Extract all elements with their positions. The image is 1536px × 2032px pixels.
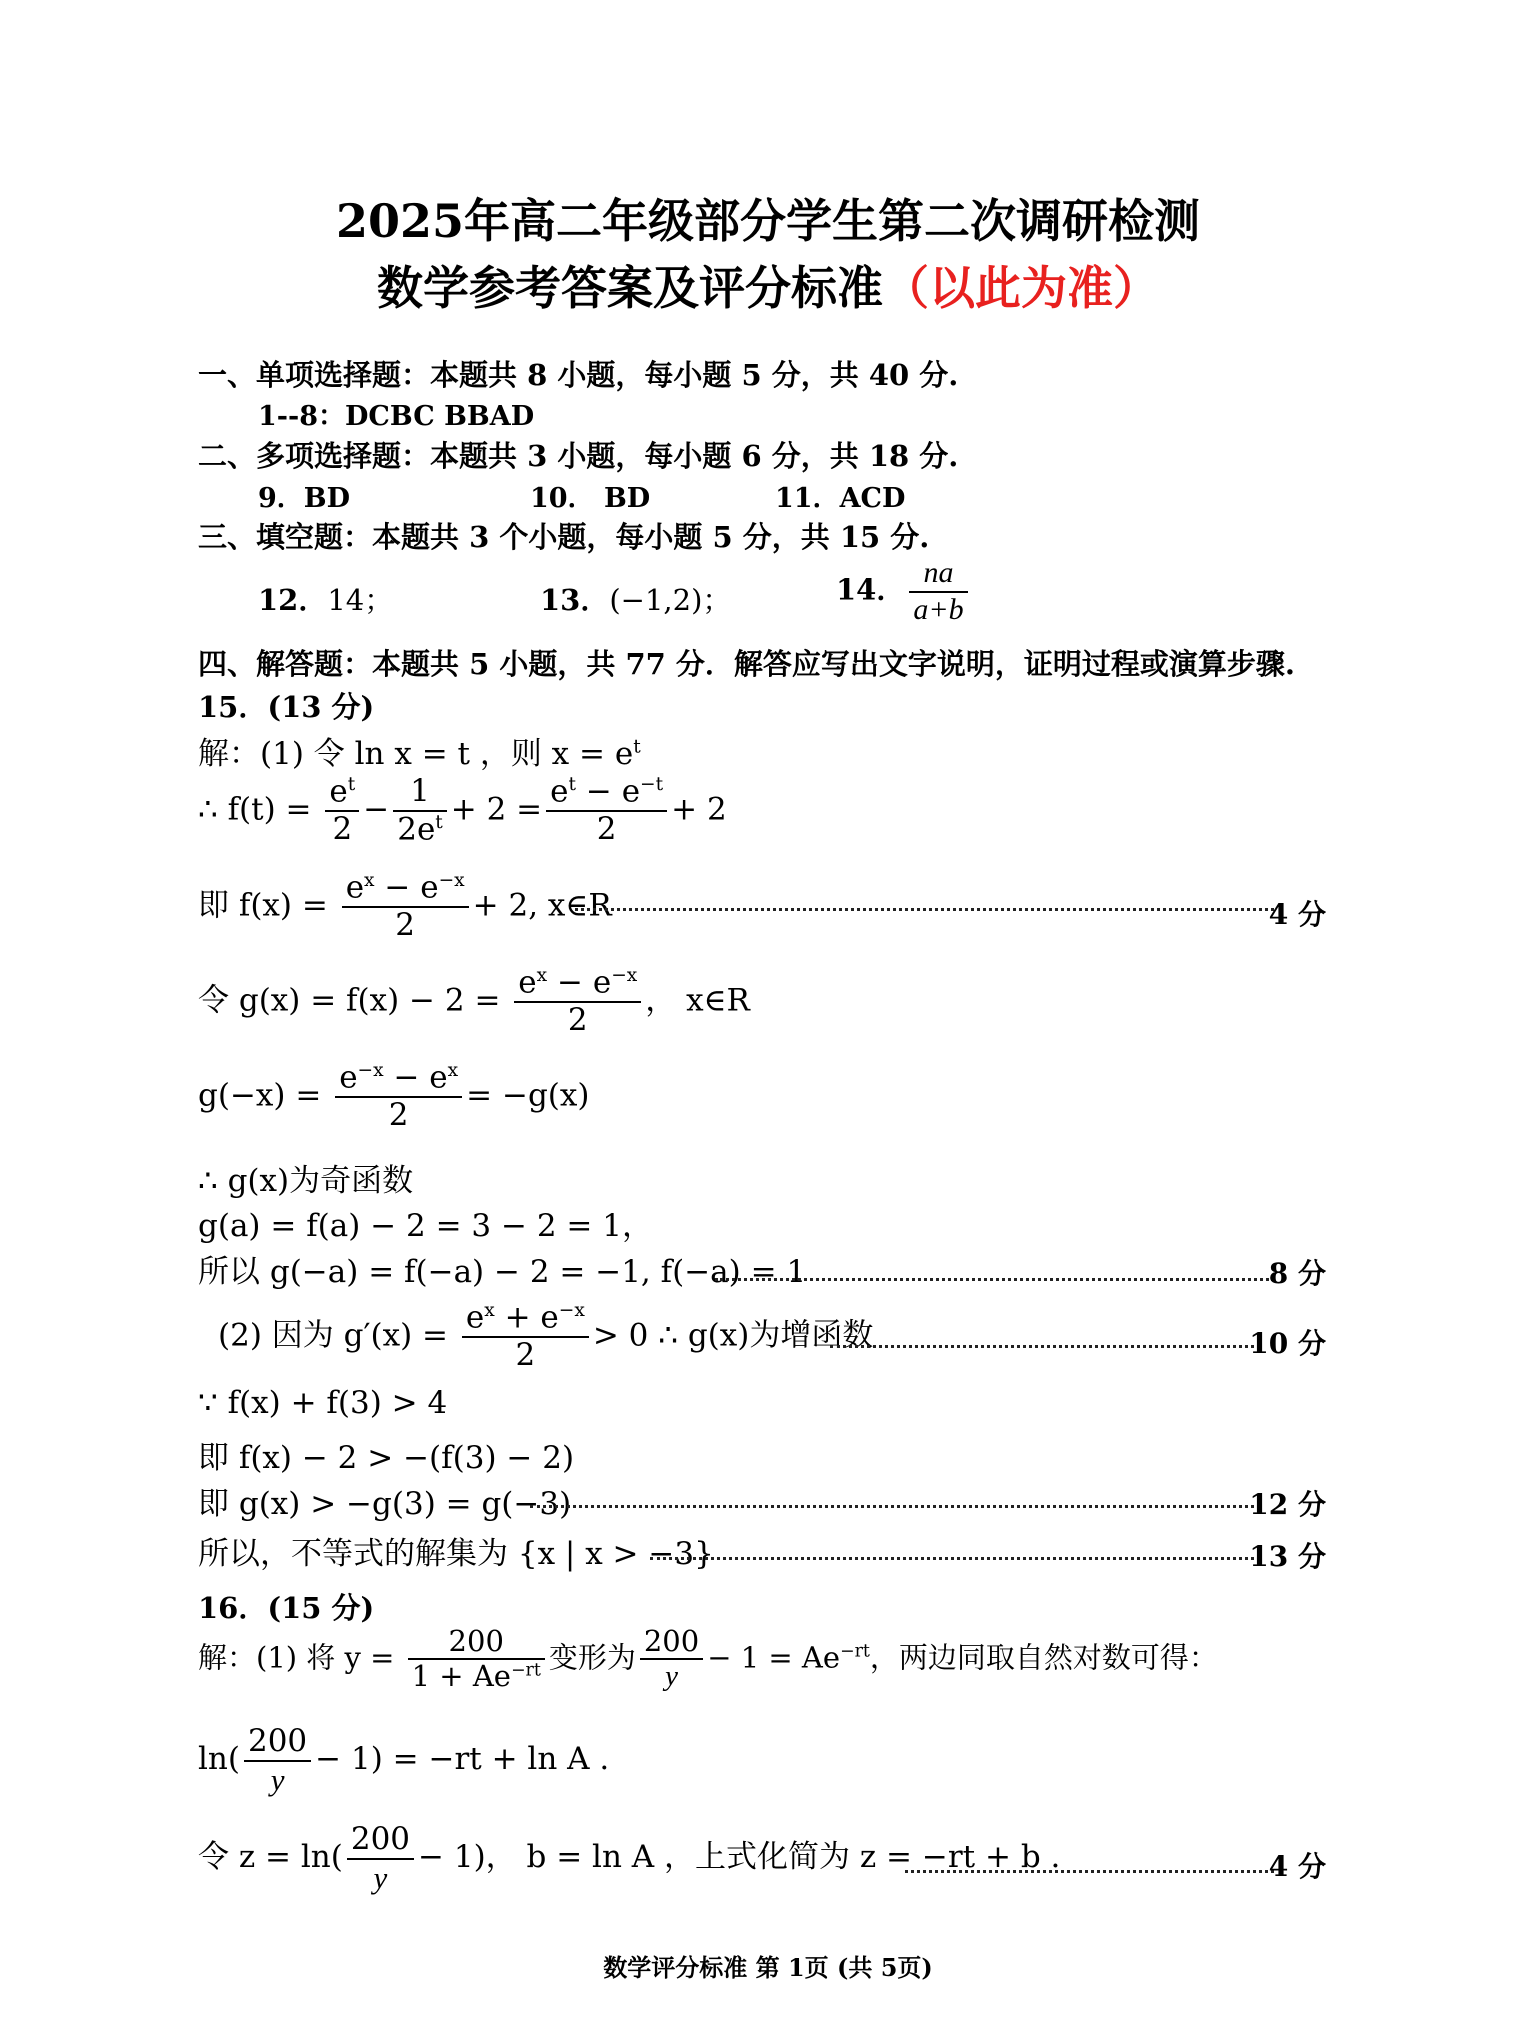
q15-step13: 所以，不等式的解集为 {x | x > −3}	[198, 1536, 714, 1572]
q15-step9: (2) 因为 g′(x) = $\frac{e^x + e^{-x}}{2}$ > 0 ∴ g(x)为增函数	[218, 1299, 874, 1373]
part4-heading: 四、解答题：本题共 5 小题，共 77 分．解答应写出文字说明，证明过程或演算步骤.	[198, 647, 1296, 681]
part3-heading: 三、填空题：本题共 3 个小题，每小题 5 分，共 15 分.	[198, 520, 930, 554]
q14-answer	[836, 556, 972, 627]
dot-leader	[650, 1557, 1254, 1560]
q16-step1: 解：(1) 将 y = $\frac{200}{1 + Ae^{-rt}}$ 变形为 $\frac{200}{y}$ − $1 = Ae^{-rt}$，两边同取自然对数可得：	[198, 1624, 1218, 1694]
q16-step1-mid: 变形为	[548, 1640, 636, 1675]
q15-step2-prefix: ∴ f(t) =	[198, 791, 312, 828]
q11-answer: 11．ACD	[775, 483, 906, 514]
q10-answer: 10． BD	[530, 483, 651, 514]
q14-label: 14．	[836, 572, 906, 607]
q15-step5-suffix: = −g(x)	[466, 1077, 590, 1114]
q15-step7: g(a) = f(a) − 2 = 3 − 2 = 1，	[198, 1208, 653, 1244]
q14-numerator: na	[909, 556, 967, 593]
dot-leader	[830, 1345, 1254, 1348]
q16-step2: ln( $\frac{200}{y}$ − 1) = −rt + ln A .	[198, 1723, 610, 1797]
q15-step1-text: 解：(1) 令 ln x = t ，则 x = e	[198, 736, 634, 772]
q15-step10: ∵ f(x) + f(3) > 4	[198, 1385, 448, 1421]
q15-step3-suffix: + 2, x∈R	[472, 887, 612, 924]
q16-step1-suffix: ，两边同取自然对数可得：	[869, 1640, 1218, 1675]
page-title-line1: 2025年高二年级部分学生第二次调研检测	[335, 194, 1201, 248]
q16-step2-text: = −rt + ln A .	[392, 1741, 610, 1778]
q16-step3-suffix: − 1)， b = ln A ，上式化简为 z = −rt + b .	[418, 1839, 1061, 1876]
title-note: （以此为准）	[883, 261, 1159, 315]
q15-title: 15．(13 分)	[198, 690, 375, 724]
dot-leader	[575, 908, 1274, 911]
q15-step9-prefix: (2) 因为 g′(x) =	[218, 1317, 449, 1354]
q15-score-4: 12 分	[1249, 1488, 1326, 1521]
q15-step4: 令 g(x) = f(x) − 2 = $\frac{e^x - e^{-x}}{2}$ ， x∈R	[198, 964, 750, 1038]
q15-step4-prefix: 令 g(x) = f(x) − 2 =	[198, 982, 501, 1019]
q15-step6: ∴ g(x)为奇函数	[198, 1163, 414, 1199]
part1-answers: 1--8：DCBC BBAD	[258, 401, 535, 432]
q16-step3: 令 z = ln( $\frac{200}{y}$ − 1)， b = ln A ，上式化简为 z = −rt + b .	[198, 1821, 1061, 1895]
q16-step1-prefix: 解：(1) 将 y =	[198, 1640, 395, 1675]
page-footer: 数学评分标准 第 1页 (共 5页)	[603, 1953, 933, 1982]
q12-value: 14；	[327, 583, 394, 617]
q12-label: 12．	[258, 583, 328, 617]
q15-score-2: 8 分	[1268, 1257, 1326, 1290]
q9-answer: 9．BD	[258, 483, 351, 514]
q16-step1-sup: −rt	[840, 1641, 870, 1662]
q15-score-1: 4 分	[1268, 898, 1326, 931]
q15-step5: g(−x) = $\frac{e^{-x} - e^x}{2}$ = −g(x)	[198, 1059, 590, 1133]
page-title-line2	[0, 252, 1536, 318]
q16-score-1: 4 分	[1268, 1850, 1326, 1883]
q16-title: 16．(15 分)	[198, 1591, 375, 1625]
q16-step1-after: − 1 = Ae	[707, 1640, 840, 1675]
q15-step3-prefix: 即 f(x) =	[198, 887, 328, 924]
q15-step12: 即 g(x) > −g(3) = g(−3)	[198, 1486, 572, 1522]
q13-label: 13．	[540, 583, 610, 617]
q13-answer	[540, 578, 731, 619]
title-main: 数学参考答案及评分标准	[377, 261, 883, 315]
q15-score-5: 13 分	[1249, 1540, 1326, 1573]
q15-score-3: 10 分	[1249, 1327, 1326, 1360]
q15-step11: 即 f(x) − 2 > −(f(3) − 2)	[198, 1440, 575, 1476]
dot-leader	[715, 1278, 1274, 1281]
dot-leader	[905, 1870, 1274, 1873]
q15-step8: 所以 g(−a) = f(−a) − 2 = −1, f(−a) = 1	[198, 1254, 807, 1290]
q13-value: (−1,2)；	[609, 583, 732, 617]
q16-step3-prefix: 令 z = ln(	[198, 1839, 343, 1876]
q15-step4-suffix: ， x∈R	[645, 982, 750, 1019]
q15-step3: 即 f(x) = $\frac{e^x - e^{-x}}{2}$ + 2, x∈R	[198, 869, 612, 943]
dot-leader	[530, 1505, 1254, 1508]
q12-answer	[258, 578, 393, 619]
q15-step5-prefix: g(−x) =	[198, 1077, 322, 1114]
q14-denominator: a+b	[913, 592, 964, 626]
part1-heading: 一、单项选择题：本题共 8 小题，每小题 5 分，共 40 分.	[198, 358, 959, 392]
q15-step1-sup: t	[633, 736, 641, 758]
q15-step2: ∴ f(t) = $\frac{e^t}{2}$ − $\frac{1}{2e^t}$ + 2 = $\frac{e^t - e^{-t}}{2}$ + 2	[198, 773, 727, 847]
q15-step1	[198, 728, 641, 773]
part2-heading: 二、多项选择题：本题共 3 小题，每小题 6 分，共 18 分.	[198, 439, 959, 473]
q15-step9-suffix: > 0 ∴ g(x)为增函数	[592, 1317, 874, 1354]
